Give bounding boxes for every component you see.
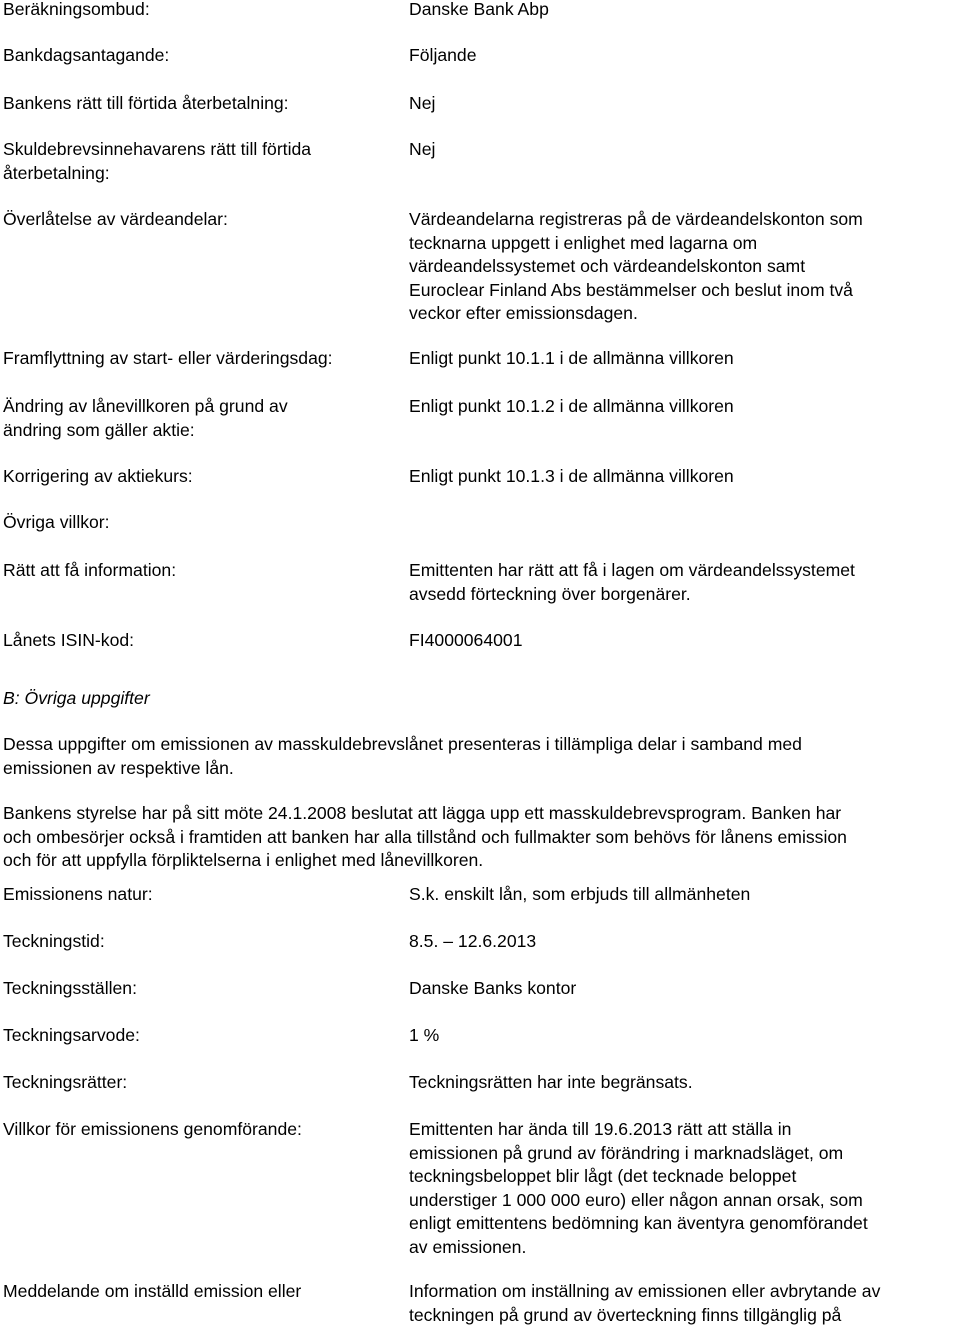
- issue-label-teckningsstallen: Teckningsställen:: [3, 978, 137, 998]
- term-label-overlatelse: Överlåtelse av värdeandelar:: [3, 209, 228, 229]
- term-label-berakningsombud: Beräkningsombud:: [3, 0, 150, 19]
- term-value-ratt-information: Emittenten har rätt att få i lagen om värdeandelssystemet avsedd förteckning över borgenärer.: [409, 560, 855, 604]
- term-label-andring-lanevillkoren: Ändring av lånevillkoren på grund av ändring som gäller aktie:: [3, 396, 288, 440]
- issue-value-villkor-genomforande: Emittenten har ända till 19.6.2013 rätt att ställa in emissionen på grund av förändring i marknadsläget, om teckningsbeloppet blir lågt (det tecknade beloppet understiger 1 000 000 euro) eller någon annan orsak, som enligt emittentens bedömning kan äventyra genomförandet av emissionen.: [409, 1119, 868, 1257]
- term-value-skuldebrevsinnehavarens-ratt: Nej: [409, 139, 436, 159]
- term-value-andring-lanevillkoren: Enligt punkt 10.1.2 i de allmänna villkoren: [409, 396, 734, 416]
- term-label-framflyttning: Framflyttning av start- eller värderingsdag:: [3, 348, 333, 368]
- issue-value-emissionens-natur: S.k. enskilt lån, som erbjuds till allmänheten: [409, 884, 751, 904]
- issue-label-teckningstid: Teckningstid:: [3, 931, 105, 951]
- term-label-korrigering-aktiekurs: Korrigering av aktiekurs:: [3, 466, 193, 486]
- issue-value-teckningsratter: Teckningsrätten har inte begränsats.: [409, 1072, 693, 1092]
- term-value-framflyttning: Enligt punkt 10.1.1 i de allmänna villkoren: [409, 348, 734, 368]
- term-value-bankens-ratt: Nej: [409, 93, 436, 113]
- issue-label-villkor-genomforande: Villkor för emissionens genomförande:: [3, 1119, 302, 1139]
- issue-label-teckningsarvode: Teckningsarvode:: [3, 1025, 140, 1045]
- ovriga-villkor-heading: Övriga villkor:: [3, 512, 110, 532]
- term-label-ratt-information: Rätt att få information:: [3, 560, 177, 580]
- section-b-paragraph-2: Bankens styrelse har på sitt möte 24.1.2008 beslutat att lägga upp ett masskuldebrevsprogram. Banken har och ombesörjer också i framtiden att banken har alla tillstånd och fullmakter som behövs för lånens emission och för att uppfylla förpliktelserna i enlighet med lånevillkoren.: [3, 803, 847, 870]
- section-b-paragraph-1: Dessa uppgifter om emissionen av masskuldebrevslånet presenteras i tillämpliga delar i samband med emissionen av respektive lån.: [3, 734, 802, 778]
- issue-value-teckningstid: 8.5. – 12.6.2013: [409, 931, 537, 951]
- term-value-isin: FI4000064001: [409, 630, 523, 650]
- issue-label-meddelande: Meddelande om inställd emission eller: [3, 1281, 302, 1301]
- issue-value-teckningsstallen: Danske Banks kontor: [409, 978, 577, 998]
- term-label-isin: Lånets ISIN-kod:: [3, 630, 135, 650]
- issue-value-teckningsarvode: 1 %: [409, 1025, 440, 1045]
- term-value-bankdagsantagande: Följande: [409, 45, 477, 65]
- term-value-overlatelse: Värdeandelarna registreras på de värdeandelskonton som tecknarna uppgett i enlighet med lagarna om värdeandelssystemet och värdeandelskonton samt Euroclear Finland Abs bestämmelser och beslut inom två veckor efter emissionsdagen.: [409, 209, 863, 323]
- term-label-skuldebrevsinnehavarens-ratt: Skuldebrevsinnehavarens rätt till förtida återbetalning:: [3, 139, 312, 183]
- term-value-berakningsombud: Danske Bank Abp: [409, 0, 549, 19]
- issue-label-emissionens-natur: Emissionens natur:: [3, 884, 153, 904]
- term-value-korrigering-aktiekurs: Enligt punkt 10.1.3 i de allmänna villkoren: [409, 466, 734, 486]
- issue-label-teckningsratter: Teckningsrätter:: [3, 1072, 128, 1092]
- term-label-bankdagsantagande: Bankdagsantagande:: [3, 45, 170, 65]
- issue-value-meddelande: Information om inställning av emissionen eller avbrytande av teckningen på grund av överteckning finns tillgänglig på: [409, 1281, 881, 1325]
- term-label-bankens-ratt: Bankens rätt till förtida återbetalning:: [3, 93, 289, 113]
- section-b-heading: B: Övriga uppgifter: [3, 688, 150, 708]
